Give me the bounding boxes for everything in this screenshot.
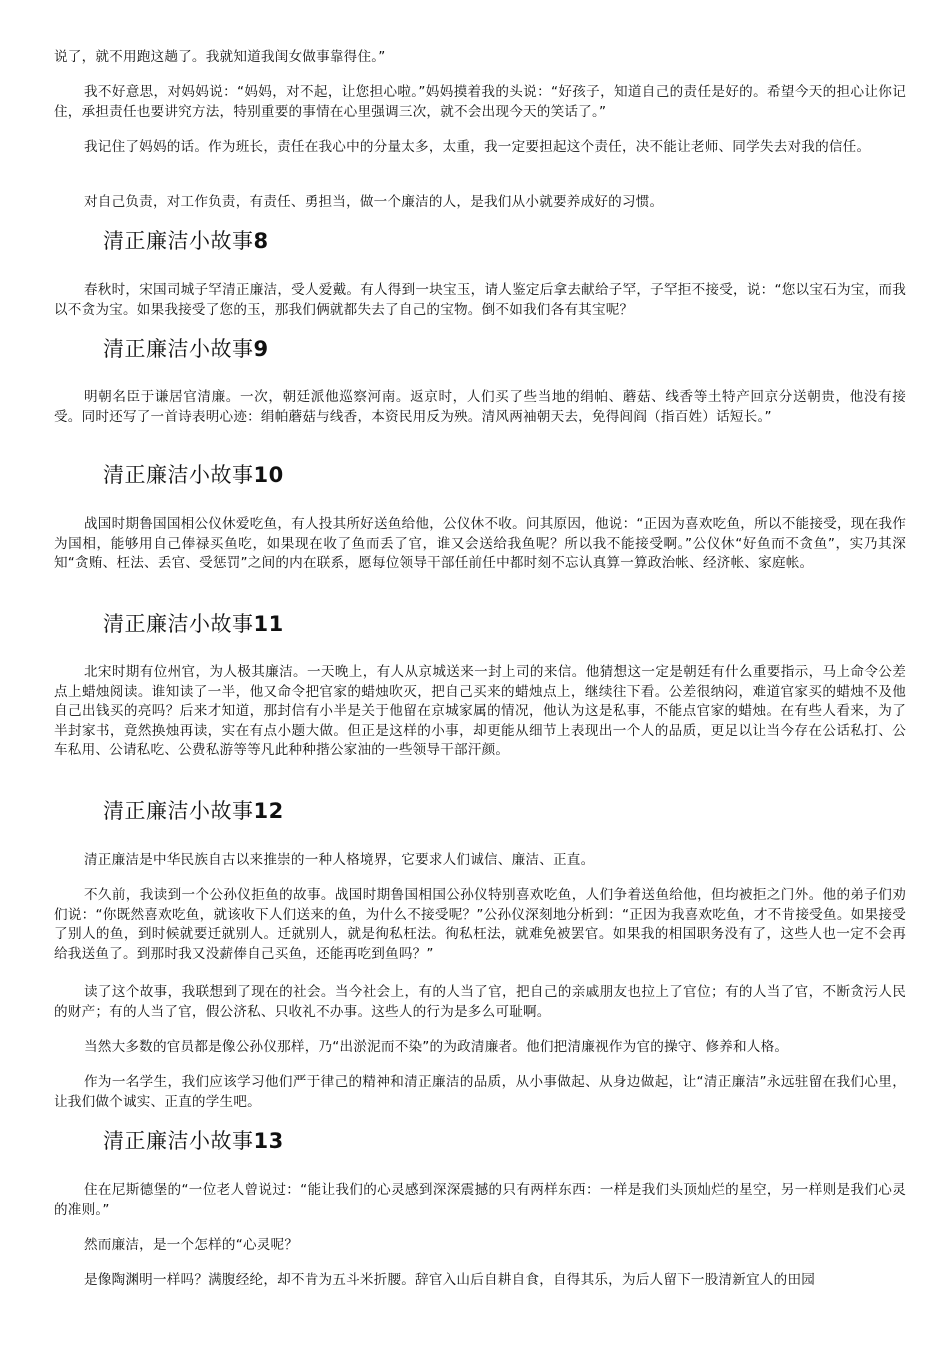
story-8-heading xyxy=(103,228,269,254)
story-10-number: 10 xyxy=(253,463,284,487)
story-13-paragraph-2: 然而廉洁，是一个怎样的“心灵呢？ xyxy=(84,1237,299,1253)
story-13-paragraph-1: 住在尼斯德堡的“一位老人曾说过：“能让我们的心灵感到深深震撼的只有两样东西：一样是我们头顶灿烂的星空，另一样则是我们心灵的准则。” xyxy=(54,1182,906,1218)
story-13-heading xyxy=(103,1128,284,1154)
story-11-title: 清正廉洁小故事 xyxy=(103,612,254,636)
story-8-paragraph-1: 春秋时，宋国司城子罕清正廉洁，受人爱戴。有人得到一块宝玉，请人鉴定后拿去献给子罕，子罕拒不接受，说：“您以宝石为宝，而我以不贪为宝。如果我接受了您的玉，那我们俩就都失去了自己的宝物。倒不如我们各有其宝呢？ xyxy=(54,282,906,318)
story-12-number: 12 xyxy=(253,799,284,823)
story-11-heading xyxy=(103,611,284,637)
story-9-title: 清正廉洁小故事 xyxy=(103,337,254,361)
story-10-paragraph-1: 战国时期鲁国国相公仪休爱吃鱼，有人投其所好送鱼给他，公仪休不收。问其原因，他说：“正因为喜欢吃鱼，所以不能接受，现在我作为国相，能够用自己俸禄买鱼吃，如果现在收了鱼而丢了官，谁又会送给我鱼呢？所以我不能接受啊。”公仪休“好鱼而不贪鱼”，实乃其深知“贪贿、枉法、丢官、受惩罚”之间的内在联系，愿每位领导干部任前任中都时刻不忘认真算一算政治帐、经济帐、家庭帐。 xyxy=(54,516,906,571)
story-12-paragraph-2: 不久前，我读到一个公孙仪拒鱼的故事。战国时期鲁国相国公孙仪特别喜欢吃鱼，人们争着送鱼给他，但均被拒之门外。他的弟子们劝们说：“你既然喜欢吃鱼，就该收下人们送来的鱼，为什么不接受呢？”公孙仪深刻地分析到：“正因为我喜欢吃鱼，才不肯接受鱼。如果接受了别人的鱼，到时候就要迁就别人。迁就别人，就是徇私枉法。徇私枉法，就难免被罢官。如果我的相国职务没有了，这些人也一定不会再给我送鱼了。到那时我又没薪俸自己买鱼，还能再吃到鱼吗？” xyxy=(54,887,906,962)
story-9-heading xyxy=(103,336,269,362)
story-11-number: 11 xyxy=(253,612,284,636)
story-12-heading xyxy=(103,798,284,824)
story-8-title: 清正廉洁小故事 xyxy=(103,229,254,253)
story-12-paragraph-5: 作为一名学生，我们应该学习他们严于律己的精神和清正廉洁的品质，从小事做起、从身边做起，让“清正廉洁”永远驻留在我们心里，让我们做个诚实、正直的学生吧。 xyxy=(54,1074,906,1110)
story-12-paragraph-3: 读了这个故事，我联想到了现在的社会。当今社会上，有的人当了官，把自己的亲戚朋友也拉上了官位；有的人当了官，不断贪污人民的财产；有的人当了官，假公济私、只收礼不办事。这些人的行为是多么可耻啊。 xyxy=(54,984,906,1020)
intro-paragraph-2: 我不好意思，对妈妈说：“妈妈，对不起，让您担心啦。”妈妈摸着我的头说：“好孩子，知道自己的责任是好的。希望今天的担心让你记住，承担责任也要讲究方法，特别重要的事情在心里强调三次，就不会出现今天的笑话了。” xyxy=(54,84,906,120)
story-13-paragraph-3: 是像陶渊明一样吗？满腹经纶，却不肯为五斗米折腰。辞官入山后自耕自食，自得其乐，为后人留下一股清新宜人的田园 xyxy=(84,1272,816,1288)
story-12-title: 清正廉洁小故事 xyxy=(103,799,254,823)
story-13-title: 清正廉洁小故事 xyxy=(103,1129,254,1153)
story-8-number: 8 xyxy=(253,229,269,253)
story-10-title: 清正廉洁小故事 xyxy=(103,463,254,487)
story-10-heading xyxy=(103,462,284,488)
story-13-number: 13 xyxy=(253,1129,284,1153)
intro-paragraph-4: 对自己负责，对工作负责，有责任、勇担当，做一个廉洁的人，是我们从小就要养成好的习惯。 xyxy=(84,194,664,210)
story-9-number: 9 xyxy=(253,337,269,361)
story-9-paragraph-1: 明朝名臣于谦居官清廉。一次，朝廷派他巡察河南。返京时，人们买了些当地的绢帕、蘑菇、线香等土特产回京分送朝贵，他没有接受。同时还写了一首诗表明心迹：绢帕蘑菇与线香，本资民用反为殃。清风两袖朝天去，免得闾阎（指百姓）话短长。” xyxy=(54,389,906,425)
story-11-paragraph-1: 北宋时期有位州官，为人极其廉洁。一天晚上，有人从京城送来一封上司的来信。他猜想这一定是朝廷有什么重要指示，马上命令公差点上蜡烛阅读。谁知读了一半，他又命令把官家的蜡烛吹灭，把自己买来的蜡烛点上，继续往下看。公差很纳闷，难道官家买的蜡烛不及他自己出钱买的亮吗？后来才知道，那封信有小半是关于他留在京城家属的情况，他认为这是私事，不能点官家的蜡烛。在有些人看来，为了半封家书，竟然换烛再读，实在有点小题大做。但正是这样的小事，却更能从细节上表现出一个人的品质，更足以让当今存在公话私打、公车私用、公请私吃、公费私游等等凡此种种揩公家油的一些领导干部汗颜。 xyxy=(54,664,906,758)
story-12-paragraph-4: 当然大多数的官员都是像公孙仪那样，乃“出淤泥而不染”的为政清廉者。他们把清廉视作为官的操守、修养和人格。 xyxy=(84,1039,789,1055)
story-12-paragraph-1: 清正廉洁是中华民族自古以来推崇的一种人格境界，它要求人们诚信、廉洁、正直。 xyxy=(84,852,595,868)
intro-paragraph-1: 说了，就不用跑这趟了。我就知道我闺女做事靠得住。” xyxy=(54,49,386,65)
intro-paragraph-3: 我记住了妈妈的话。作为班长，责任在我心中的分量太多，太重，我一定要担起这个责任，决不能让老师、同学失去对我的信任。 xyxy=(84,139,871,155)
